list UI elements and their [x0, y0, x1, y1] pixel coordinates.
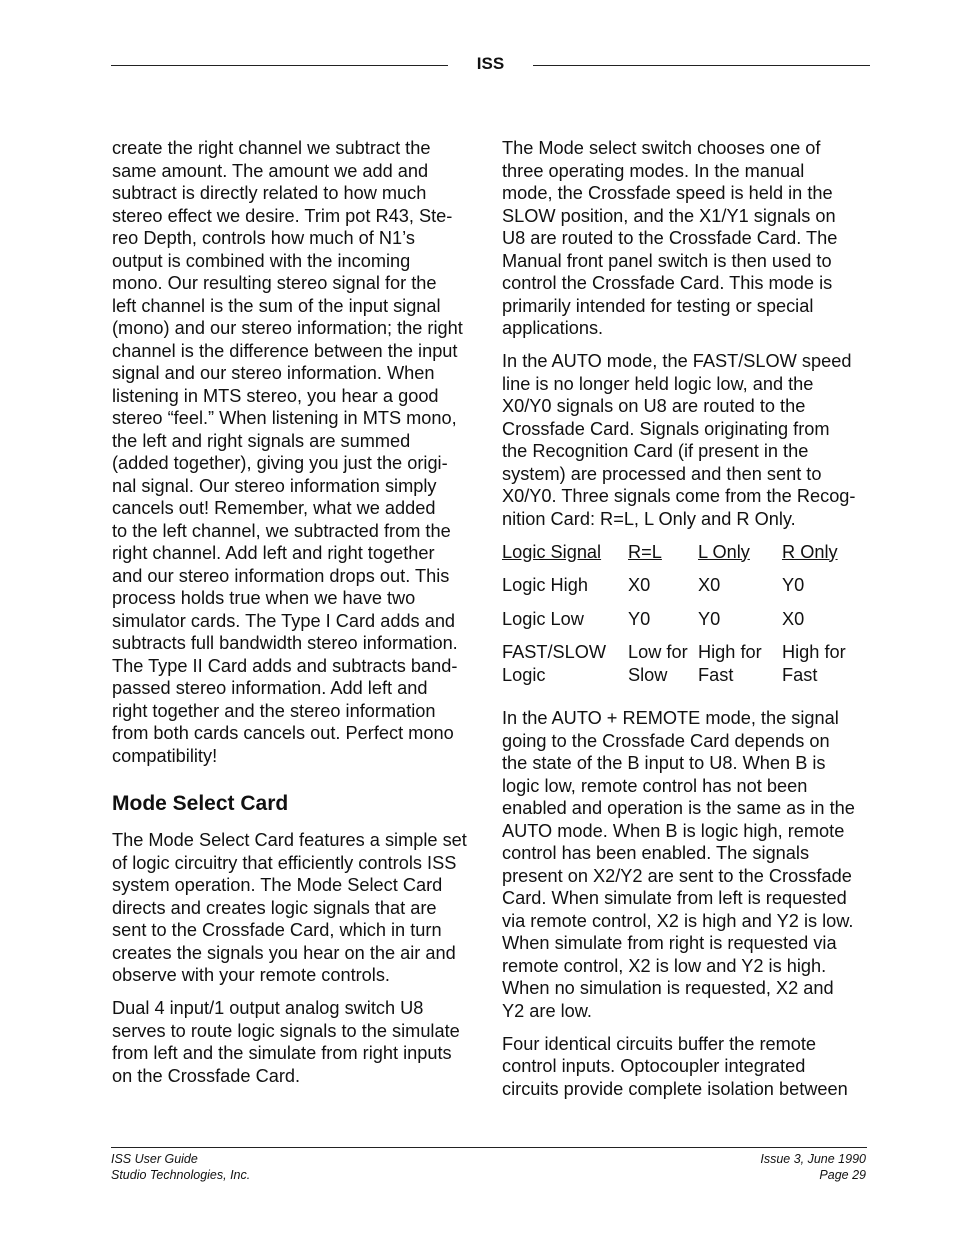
footer-issue: Issue 3, June 1990	[760, 1152, 866, 1166]
table-row	[502, 641, 846, 697]
running-header: ISS	[476, 54, 505, 73]
left-column	[112, 137, 482, 1098]
footer-company: Studio Technologies, Inc.	[111, 1167, 251, 1182]
table-header-cell: R=L	[628, 541, 662, 562]
footer-guide-title: ISS User Guide	[111, 1152, 198, 1166]
table-header-cell: Logic Signal	[502, 541, 602, 562]
paragraph: The Mode Select Card features a simple set of logic circuitry that efficiently controls ISS system operation. The Mode Select Card directs and creates logic signals that are sent to the Crossfade Card, which in turn creates the signals you hear on the air and observe with your remote controls.	[112, 830, 467, 985]
footer-page-number: Page 29	[819, 1167, 866, 1182]
table-header-cell: R Only	[782, 541, 838, 562]
right-column	[502, 137, 872, 1111]
paragraph: In the AUTO + REMOTE mode, the signal going to the Crossfade Card depends on the state of the B input to U8. When B is logic low, remote control has not been enabled and operation is the same as in the AUTO mode. When B is logic high, remote control has been enabled. The signals present on X2/Y2 are sent to the Crossfade Card. When simulate from left is requested via remote control, X2 is high and Y2 is low. When simulate from right is requested via remote control, X2 is low and Y2 is high. When no simulation is requested, X2 and Y2 are low.	[502, 708, 855, 1021]
table-cell: X0	[628, 575, 651, 595]
table-cell: Y0	[698, 608, 721, 629]
header-rule-left	[111, 65, 448, 66]
table-cell: Logic High	[502, 575, 588, 595]
table-cell: Y0	[628, 608, 651, 629]
table-cell: Low for Slow	[628, 642, 688, 685]
paragraph: In the AUTO mode, the FAST/SLOW speed line is no longer held logic low, and the X0/Y0 signals on U8 are routed to the Crossfade Card. Signals originating from the Recognition Card (if present in the system) are processed and then sent to X0/Y0. Three signals come from the Recog- nition Card: R=L, L Only and R Only.	[502, 351, 856, 529]
logic-signal-table	[502, 541, 846, 698]
table-row	[502, 574, 846, 608]
paragraph: create the right channel we subtract the same amount. The amount we add and subtract is directly related to how much stereo effect we desire. Trim pot R43, Ste- reo Depth, controls how much of N1’s output is combined with the incoming mono. Our resulting stereo signal for the left channel is the sum of the input signal (mono) and our stereo information; the right channel is the difference between the input signal and our stereo information. When listening in MTS stereo, you hear a good stereo “feel.” When listening in MTS mono, the left and right signals are summed (added together), giving you just the origi- nal signal. Our stereo information simply cancels out! Remember, what we added to the left channel, we subtracted from the right channel. Add left and right together and our stereo information drops out. This process holds true when we have two simulator cards. The Type I Card adds and subtracts full bandwidth stereo information. The Type II Card adds and subtracts band- passed stereo information. Add left and right together and the stereo information from both cards cancels out. Perfect mono compatibility!	[112, 138, 463, 766]
table-cell: High for Fast	[782, 642, 846, 685]
table-cell: High for Fast	[698, 642, 762, 685]
paragraph: Dual 4 input/1 output analog switch U8 serves to route logic signals to the simulate from left and the simulate from right inputs on the Crossfade Card.	[112, 998, 460, 1086]
footer-right	[760, 1152, 866, 1183]
table-cell: FAST/SLOW Logic	[502, 642, 607, 685]
header-rule-right	[533, 65, 870, 66]
table-cell: X0	[782, 608, 805, 629]
table-header-cell: L Only	[698, 541, 750, 562]
table-cell: X0	[698, 575, 721, 595]
paragraph: The Mode select switch chooses one of three operating modes. In the manual mode, the Crossfade speed is held in the SLOW position, and the X1/Y1 signals on U8 are routed to the Crossfade Card. The Manual front panel switch is then used to control the Crossfade Card. This mode is primarily intended for testing or special applications.	[502, 138, 838, 338]
footer-rule	[111, 1147, 867, 1148]
paragraph: Four identical circuits buffer the remote control inputs. Optocoupler integrated circuits provide complete isolation between	[502, 1033, 848, 1099]
section-heading: Mode Select Card	[112, 792, 289, 815]
table-row	[502, 608, 846, 642]
footer-left	[111, 1152, 250, 1183]
table-cell: Y0	[782, 575, 805, 595]
table-header-row	[502, 541, 846, 575]
table-cell: Logic Low	[502, 608, 584, 629]
